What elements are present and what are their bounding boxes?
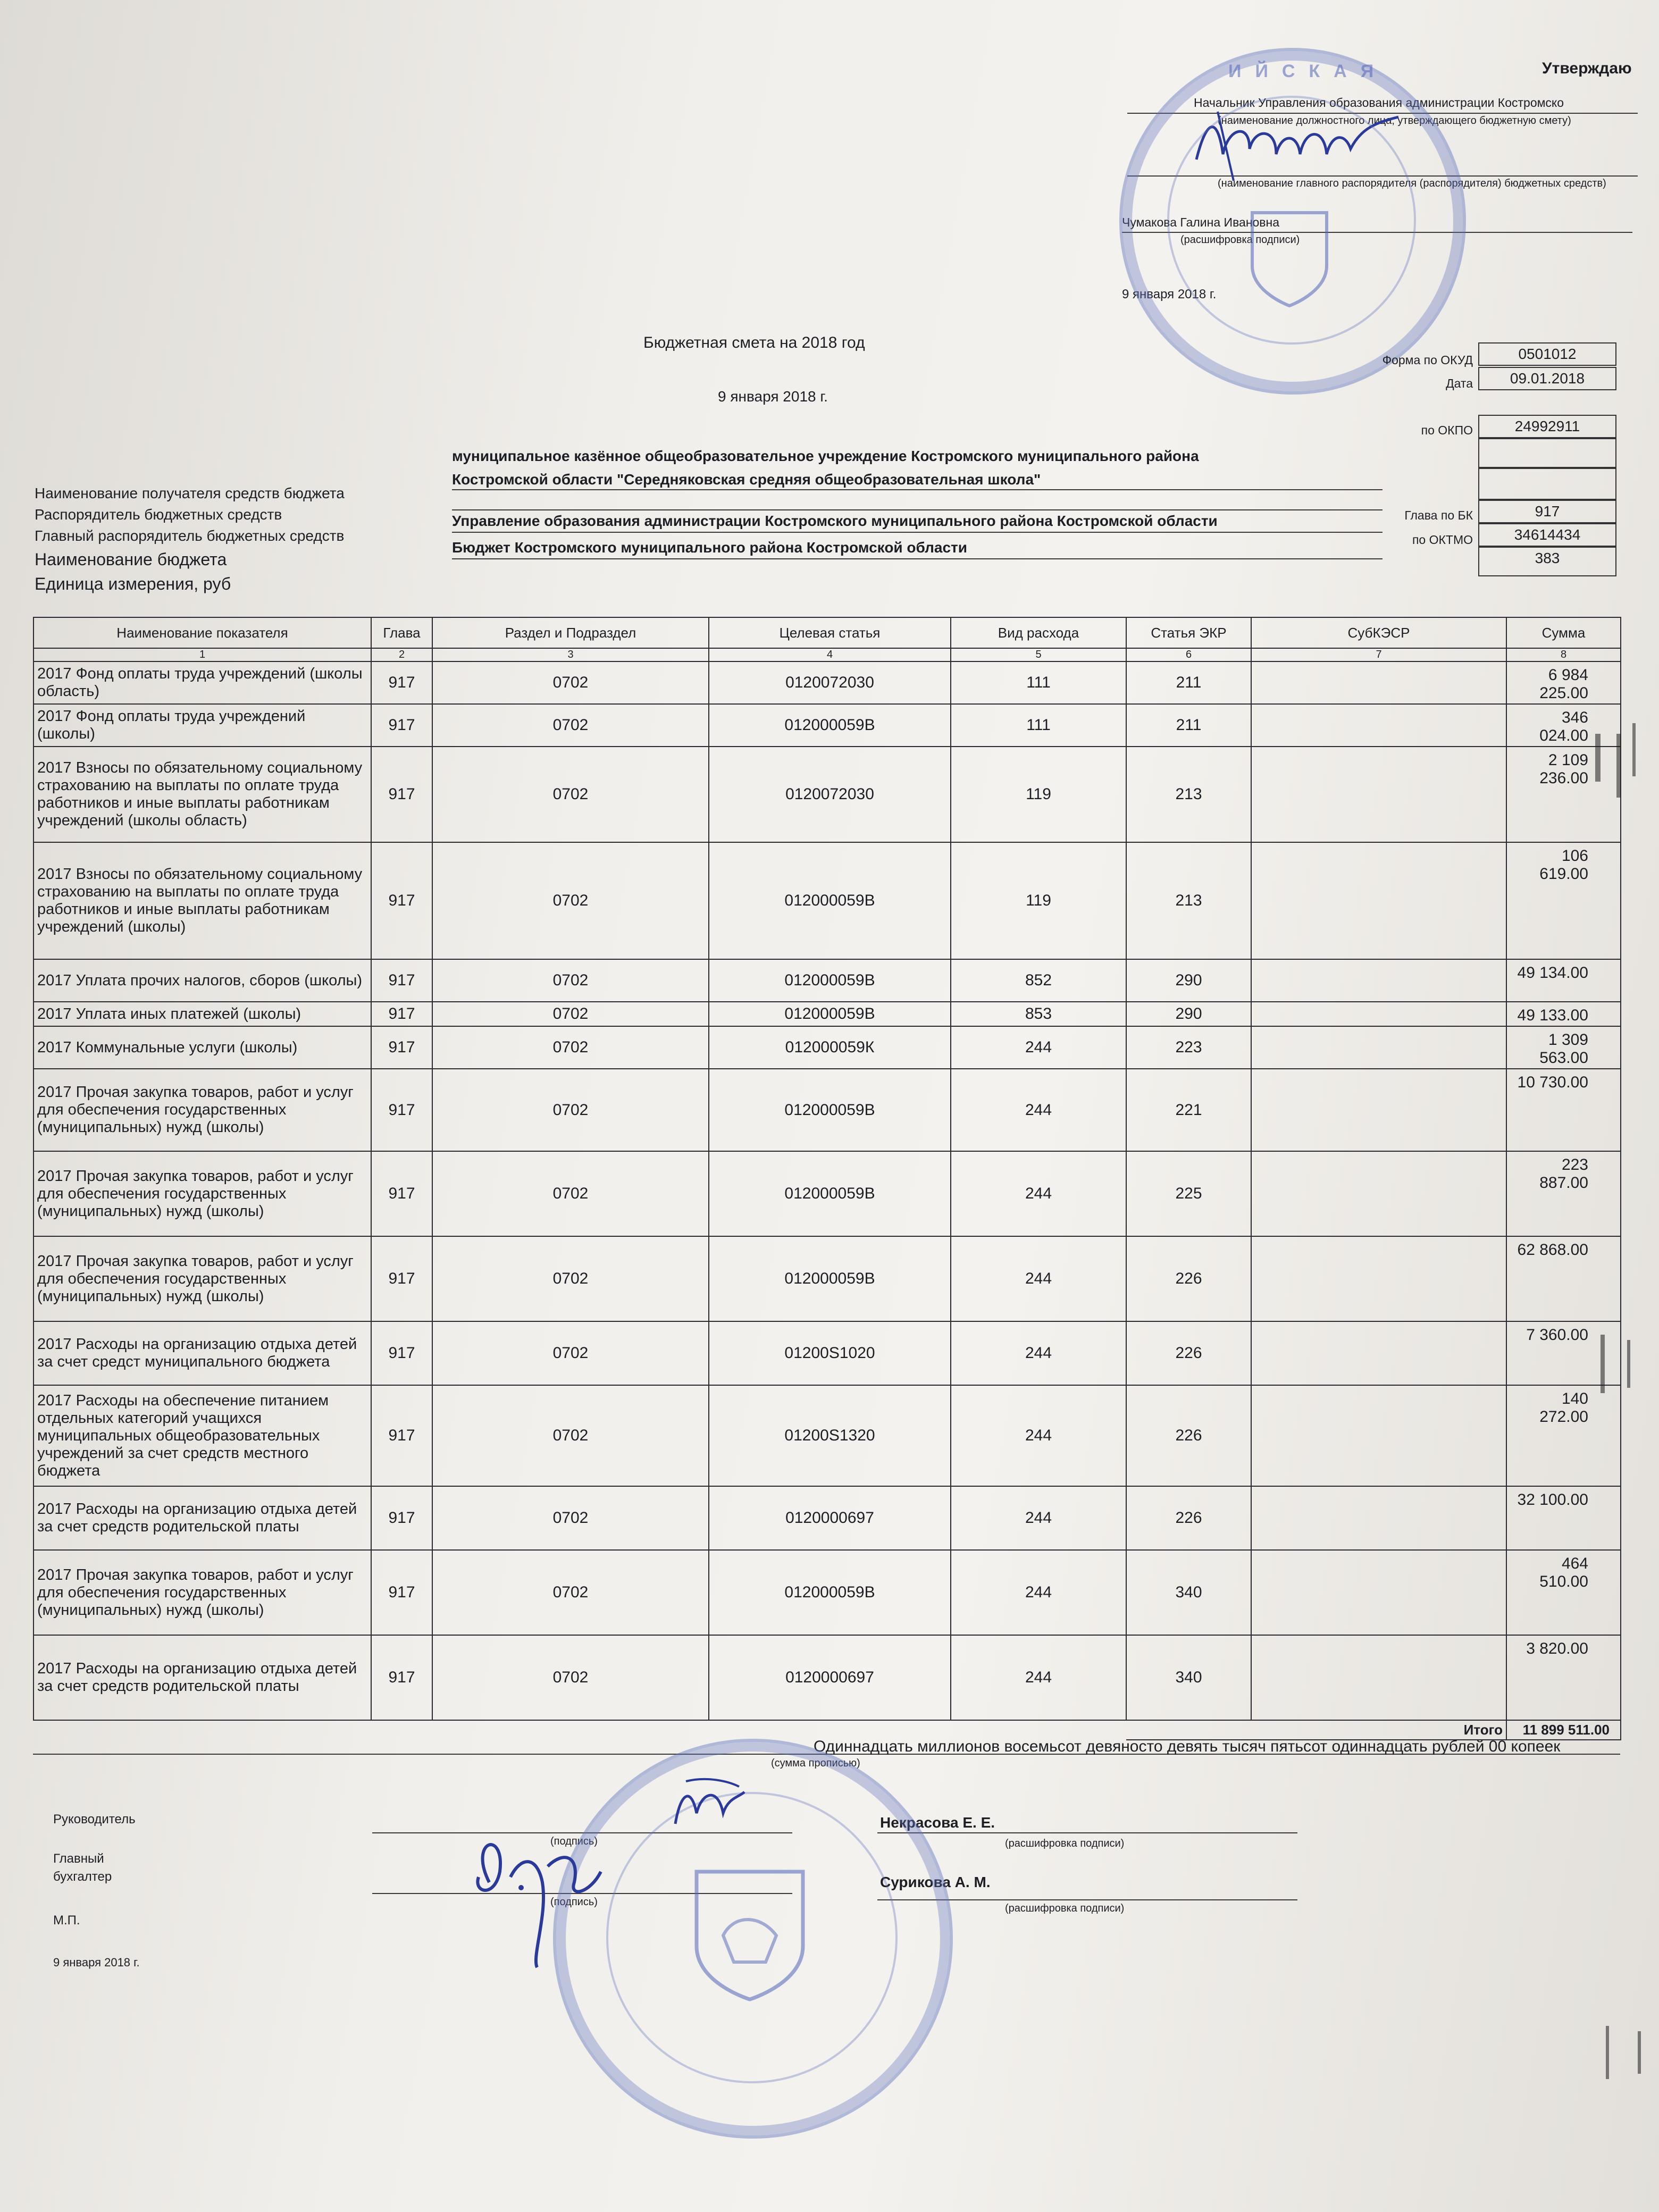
row-ekr: 226 [1126,1321,1251,1385]
row-section: 0702 [432,704,709,747]
column-number: 8 [1506,648,1621,661]
recipient-line-1: муниципальное казённое общеобразовательное учреждение Костромского муниципального района [452,448,1199,464]
unit-label: Единица измерения, руб [35,574,231,593]
column-number-row [33,648,1621,661]
row-section: 0702 [432,959,709,1002]
approval-signer-caption: (расшифровка подписи) [1180,234,1300,246]
row-kind: 244 [951,1069,1126,1151]
row-sum: 1 309 563.00 [1506,1026,1621,1069]
head-signature-icon [665,1776,750,1840]
approval-stamp-letters: ИЙСКАЯ [1228,61,1388,81]
code-label-okud: Форма по ОКУД [1382,353,1473,367]
row-kind: 244 [951,1151,1126,1236]
row-subkesr [1251,842,1506,959]
row-chapter: 917 [371,1002,432,1026]
chief-accountant-label: бухгалтер [53,1870,112,1884]
row-sum: 32 100.00 [1506,1486,1621,1550]
code-label-date: Дата [1446,376,1473,390]
row-kind: 119 [951,842,1126,959]
row-ekr: 340 [1126,1635,1251,1720]
row-target: 012000059В [709,1550,951,1635]
row-section: 0702 [432,747,709,842]
budget-table [33,617,1621,1740]
row-ekr: 225 [1126,1151,1251,1236]
row-target: 012000059В [709,704,951,747]
row-sum: 106 619.00 [1506,842,1621,959]
row-sum: 7 360.00 [1506,1321,1621,1385]
code-label-oktmo: по ОКТМО [1412,533,1473,547]
row-ekr: 290 [1126,1002,1251,1026]
table-row [33,661,1621,704]
row-target: 012000059В [709,959,951,1002]
row-section: 0702 [432,1069,709,1151]
row-target: 012000059В [709,842,951,959]
row-name: 2017 Коммунальные услуги (школы) [33,1026,371,1069]
total-value: 11 899 511.00 [1506,1720,1621,1740]
row-target: 012000059К [709,1026,951,1069]
row-kind: 244 [951,1486,1126,1550]
row-target: 0120000697 [709,1486,951,1550]
head-signature-caption: (подпись) [550,1836,598,1847]
approval-position-caption: (наименование должностного лица, утверждающего бюджетную смету) [1218,115,1571,127]
document-date: 9 января 2018 г. [718,388,828,405]
column-header: Наименование показателя [33,617,371,648]
column-number: 2 [371,648,432,661]
row-section: 0702 [432,1002,709,1026]
row-name: 2017 Прочая закупка товаров, работ и услуг для обеспечения государственных (муниципальных) нужд (школы) [33,1069,371,1151]
approval-signer: Чумакова Галина Ивановна [1122,215,1280,229]
row-sum: 464 510.00 [1506,1550,1621,1635]
approval-position: Начальник Управления образования администрации Костромско [1194,96,1564,110]
head-name-line [877,1832,1297,1833]
row-name: 2017 Расходы на организацию отдыха детей за счет средст муниципального бюджета [33,1321,371,1385]
row-subkesr [1251,1385,1506,1486]
row-target: 01200S1320 [709,1385,951,1486]
row-subkesr [1251,1002,1506,1026]
table-row [33,1236,1621,1321]
column-header: Целевая статья [709,617,951,648]
row-sum: 346 024.00 [1506,704,1621,747]
row-chapter: 917 [371,1486,432,1550]
row-name: 2017 Взносы по обязательному социальному страхованию на выплаты по оплате труда работников и иные выплаты работникам учреждений (школы) [33,842,371,959]
row-ekr: 226 [1126,1385,1251,1486]
row-kind: 111 [951,661,1126,704]
row-section: 0702 [432,1151,709,1236]
row-kind: 244 [951,1236,1126,1321]
row-section: 0702 [432,842,709,959]
code-box-okud: 0501012 [1478,342,1616,366]
sum-in-words-caption: (сумма прописью) [771,1757,860,1769]
row-subkesr [1251,704,1506,747]
scan-artifact [1616,734,1621,798]
head-decode-caption: (расшифровка подписи) [1005,1838,1125,1849]
row-ekr: 213 [1126,842,1251,959]
table-body [33,661,1621,1720]
code-box-bk: 917 [1478,500,1616,523]
column-header: Статья ЭКР [1126,617,1251,648]
accountant-name: Сурикова А. М. [880,1874,991,1890]
budget-underline [452,558,1382,559]
head-label: Руководитель [53,1812,136,1826]
row-kind: 244 [951,1550,1126,1635]
column-number: 7 [1251,648,1506,661]
row-ekr: 221 [1126,1069,1251,1151]
recipient-label: Наименование получателя средств бюджета [35,485,345,501]
table-row [33,1550,1621,1635]
row-sum: 62 868.00 [1506,1236,1621,1321]
row-name: 2017 Расходы на обеспечение питанием отдельных категорий учащихся муниципальных общеобразовательных учреждений за счет средств местного бюджета [33,1385,371,1486]
table-row [33,1385,1621,1486]
table-row [33,1635,1621,1720]
row-target: 012000059В [709,1151,951,1236]
row-subkesr [1251,959,1506,1002]
approval-date: 9 января 2018 г. [1122,287,1217,301]
row-chapter: 917 [371,1550,432,1635]
row-name: 2017 Расходы на организацию отдыха детей за счет средств родительской платы [33,1486,371,1550]
scan-artifact [1627,1340,1630,1388]
chief-accountant-label: Главный [53,1851,104,1866]
table-row [33,1069,1621,1151]
row-kind: 119 [951,747,1126,842]
row-sum: 10 730.00 [1506,1069,1621,1151]
document-title: Бюджетная смета на 2018 год [643,334,865,351]
row-subkesr [1251,747,1506,842]
row-chapter: 917 [371,661,432,704]
code-label-okpo: по ОКПО [1421,423,1473,437]
row-sum: 223 887.00 [1506,1151,1621,1236]
row-subkesr [1251,1550,1506,1635]
chief-manager-label: Главный распорядитель бюджетных средств [35,527,345,544]
row-kind: 852 [951,959,1126,1002]
row-ekr: 211 [1126,704,1251,747]
accountant-signature-icon [457,1808,617,1978]
row-name: 2017 Прочая закупка товаров, работ и услуг для обеспечения государственных (муниципальных) нужд (школы) [33,1550,371,1635]
column-number: 5 [951,648,1126,661]
code-box-empty [1478,438,1616,468]
row-section: 0702 [432,1321,709,1385]
manager-underline [452,509,1382,510]
row-sum: 3 820.00 [1506,1635,1621,1720]
row-chapter: 917 [371,959,432,1002]
sum-in-words: Одиннадцать миллионов восемьсот девяносто девять тысяч пятьсот одиннадцать рублей 00 копеек [814,1738,1561,1755]
row-ekr: 223 [1126,1026,1251,1069]
row-ekr: 213 [1126,747,1251,842]
accountant-signature-caption: (подпись) [550,1896,598,1908]
row-section: 0702 [432,661,709,704]
manager-label: Распорядитель бюджетных средств [35,506,282,523]
row-sum: 140 272.00 [1506,1385,1621,1486]
row-section: 0702 [432,1385,709,1486]
row-subkesr [1251,1321,1506,1385]
row-target: 012000059В [709,1002,951,1026]
row-subkesr [1251,1026,1506,1069]
row-section: 0702 [432,1635,709,1720]
total-spacer [33,1720,1126,1740]
row-chapter: 917 [371,1385,432,1486]
row-target: 0120072030 [709,747,951,842]
total-row [33,1720,1621,1740]
row-ekr: 340 [1126,1550,1251,1635]
table-row [33,747,1621,842]
row-section: 0702 [432,1550,709,1635]
row-ekr: 226 [1126,1486,1251,1550]
approval-org-caption: (наименование главного распорядителя (распорядителя) бюджетных средств) [1218,178,1606,189]
row-name: 2017 Взносы по обязательному социальному страхованию на выплаты по оплате труда работников и иные выплаты работникам учреждений (школы область) [33,747,371,842]
code-box-empty [1478,468,1616,500]
approval-title: Утверждаю [1542,60,1632,77]
row-chapter: 917 [371,1321,432,1385]
column-header: Сумма [1506,617,1621,648]
code-box-okei: 383 [1478,547,1616,576]
column-header: Раздел и Подраздел [432,617,709,648]
row-name: 2017 Фонд оплаты труда учреждений (школы) [33,704,371,747]
row-name: 2017 Прочая закупка товаров, работ и услуг для обеспечения государственных (муниципальных) нужд (школы) [33,1236,371,1321]
row-target: 0120000697 [709,1635,951,1720]
row-name: 2017 Прочая закупка товаров, работ и услуг для обеспечения государственных (муниципальных) нужд (школы) [33,1151,371,1236]
row-target: 0120072030 [709,661,951,704]
code-label-bk: Глава по БК [1404,508,1473,522]
row-subkesr [1251,1236,1506,1321]
chief-manager-underline [452,532,1382,533]
scan-artifact [1595,734,1601,782]
table-row [33,1321,1621,1385]
row-target: 012000059В [709,1069,951,1151]
column-number: 3 [432,648,709,661]
row-chapter: 917 [371,747,432,842]
row-ekr: 226 [1126,1236,1251,1321]
row-chapter: 917 [371,1236,432,1321]
row-name: 2017 Фонд оплаты труда учреждений (школы область) [33,661,371,704]
row-kind: 111 [951,704,1126,747]
column-number: 4 [709,648,951,661]
code-box-okpo: 24992911 [1478,415,1616,438]
row-ekr: 290 [1126,959,1251,1002]
table-row [33,1486,1621,1550]
table-row [33,959,1621,1002]
row-target: 01200S1020 [709,1321,951,1385]
column-number: 1 [33,648,371,661]
table-row [33,1026,1621,1069]
row-kind: 244 [951,1385,1126,1486]
table-row [33,842,1621,959]
row-subkesr [1251,1486,1506,1550]
code-box-oktmo: 34614434 [1478,523,1616,547]
row-chapter: 917 [371,1635,432,1720]
row-section: 0702 [432,1486,709,1550]
budget-value: Бюджет Костромского муниципального района Костромской области [452,539,967,556]
row-kind: 853 [951,1002,1126,1026]
row-sum: 6 984 225.00 [1506,661,1621,704]
row-section: 0702 [432,1026,709,1069]
row-chapter: 917 [371,1069,432,1151]
school-stamp-emblem-icon [686,1861,814,2005]
total-label: Итого [1126,1720,1506,1740]
scan-artifact [1601,1335,1605,1393]
table-row [33,1151,1621,1236]
accountant-decode-caption: (расшифровка подписи) [1005,1903,1125,1914]
column-number: 6 [1126,648,1251,661]
column-header: СубКЭСР [1251,617,1506,648]
row-subkesr [1251,1635,1506,1720]
row-chapter: 917 [371,842,432,959]
budget-label: Наименование бюджета [35,550,227,569]
signatures-date: 9 января 2018 г. [53,1956,140,1969]
chief-manager-value: Управление образования администрации Костромского муниципального района Костромской области [452,513,1218,529]
row-subkesr [1251,1151,1506,1236]
row-chapter: 917 [371,1026,432,1069]
recipient-line-2: Костромской области "Середняковская средняя общеобразовательная школа" [452,471,1041,488]
row-sum: 2 109 236.00 [1506,747,1621,842]
scan-artifact [1632,723,1636,776]
row-kind: 244 [951,1026,1126,1069]
row-section: 0702 [432,1236,709,1321]
head-name: Некрасова Е. Е. [880,1814,995,1831]
row-subkesr [1251,1069,1506,1151]
row-name: 2017 Уплата иных платежей (школы) [33,1002,371,1026]
row-subkesr [1251,661,1506,704]
table-row [33,1002,1621,1026]
row-sum: 49 133.00 [1506,1002,1621,1026]
row-kind: 244 [951,1635,1126,1720]
table-row [33,704,1621,747]
row-name: 2017 Расходы на организацию отдыха детей за счет средств родительской платы [33,1635,371,1720]
row-sum: 49 134.00 [1506,959,1621,1002]
column-header: Вид расхода [951,617,1126,648]
code-box-date: 09.01.2018 [1478,367,1616,390]
row-kind: 244 [951,1321,1126,1385]
table-header-row [33,617,1621,648]
scan-artifact [1606,2026,1609,2079]
seal-place: М.П. [53,1913,80,1928]
row-chapter: 917 [371,1151,432,1236]
row-target: 012000059В [709,1236,951,1321]
recipient-underline [452,489,1382,490]
approval-stamp-emblem-icon [1242,202,1337,308]
scan-artifact [1638,2031,1641,2074]
row-ekr: 211 [1126,661,1251,704]
row-name: 2017 Уплата прочих налогов, сборов (школы) [33,959,371,1002]
row-chapter: 917 [371,704,432,747]
column-header: Глава [371,617,432,648]
